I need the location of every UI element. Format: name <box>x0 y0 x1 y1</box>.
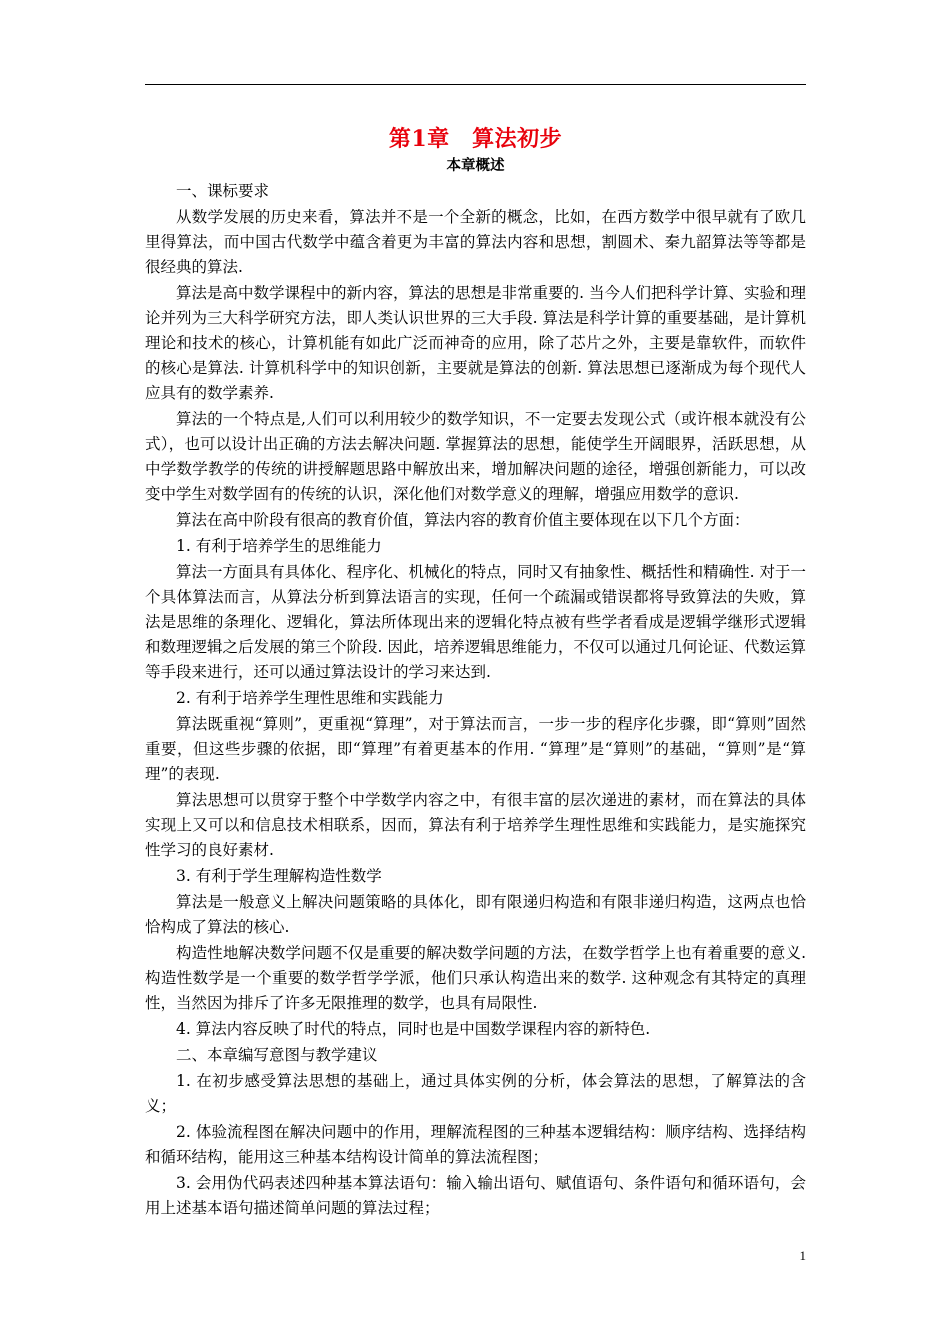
numbered-heading: 2. 有利于培养学生理性思维和实践能力 <box>176 689 444 707</box>
paragraph: 算法在高中阶段有很高的教育价值，算法内容的教育价值主要体现在以下几个方面： <box>176 511 750 529</box>
heading-design-intent: 二、本章编写意图与教学建议 <box>176 1046 378 1064</box>
paragraph: 算法思想可以贯穿于整个中学数学内容之中，有很丰富的层次递进的素材，而在算法的具体实现上又可以和信息技术相联系，因而，算法有利于培养学生理性思维和实践能力，是实施探究性学习的良好素材. <box>145 791 806 859</box>
list-item: 2. 体验流程图在解决问题中的作用，理解流程图的三种基本逻辑结构：顺序结构、选择结构和循环结构，能用这三种基本结构设计简单的算法流程图； <box>145 1123 806 1166</box>
heading-curriculum-requirements: 一、课标要求 <box>176 182 270 200</box>
header-rule <box>145 84 806 85</box>
list-item: 3. 会用伪代码表述四种基本算法语句：输入输出语句、赋值语句、条件语句和循环语句，会用上述基本语句描述简单问题的算法过程； <box>145 1174 806 1217</box>
numbered-heading: 1. 有利于培养学生的思维能力 <box>176 537 382 555</box>
paragraph: 算法一方面具有具体化、程序化、机械化的特点，同时又有抽象性、概括性和精确性. 对于一个具体算法而言，从算法分析到算法语言的实现，任何一个疏漏或错误都将导致算法的失败，算法是思维的条理化、逻辑化，算法所体现出来的逻辑化特点被有些学者看成是逻辑学继形式逻辑和数理逻辑之后发展的第三个阶段. 因此，培养逻辑思维能力，不仅可以通过几何论证、代数运算等手段来进行，还可以通过算法设计的学习来达到. <box>145 563 806 681</box>
paragraph: 从数学发展的历史来看，算法并不是一个全新的概念，比如，在西方数学中很早就有了欧几里得算法，而中国古代数学中蕴含着更为丰富的算法内容和思想，割圆术、秦九韶算法等等都是很经典的算法. <box>145 208 806 276</box>
chapter-title: 第1章 算法初步 <box>388 126 563 152</box>
document-body <box>145 122 806 1222</box>
paragraph: 算法是一般意义上解决问题策略的具体化，即有限递归构造和有限非递归构造，这两点也恰恰构成了算法的核心. <box>145 893 806 936</box>
paragraph: 算法是高中数学课程中的新内容，算法的思想是非常重要的. 当今人们把科学计算、实验和理论并列为三大科学研究方法，即人类认识世界的三大手段. 算法是科学计算的重要基础，是计算机理论和技术的核心，计算机能有如此广泛而神奇的应用，除了芯片之外，主要是靠软件，而软件的核心是算法. 计算机科学中的知识创新，主要就是算法的创新. 算法思想已逐渐成为每个现代人应具有的数学素养. <box>145 284 806 402</box>
list-item: 1. 在初步感受算法思想的基础上，通过具体实例的分析，体会算法的思想，了解算法的含义； <box>145 1072 806 1115</box>
paragraph: 算法的一个特点是,人们可以利用较少的数学知识，不一定要去发现公式（或许根本就没有公式），也可以设计出正确的方法去解决问题. 掌握算法的思想，能使学生开阔眼界，活跃思想，从中学数学教学的传统的讲授解题思路中解放出来，增加解决问题的途径，增强创新能力，可以改变中学生对数学固有的传统的认识，深化他们对数学意义的理解，增强应用数学的意识. <box>145 410 806 503</box>
numbered-heading: 4. 算法内容反映了时代的特点，同时也是中国数学课程内容的新特色. <box>176 1020 651 1038</box>
page-number: 1 <box>799 1248 806 1263</box>
paragraph: 算法既重视“算则”，更重视“算理”，对于算法而言，一步一步的程序化步骤，即“算则”固然重要，但这些步骤的依据，即“算理”有着更基本的作用. “算理”是“算则”的基础，“算则”是“算理”的表现. <box>145 715 806 783</box>
section-title: 本章概述 <box>446 157 505 174</box>
paragraph: 构造性地解决数学问题不仅是重要的解决数学问题的方法，在数学哲学上也有着重要的意义. 构造性数学是一个重要的数学哲学学派，他们只承认构造出来的数学. 这种观念有其特定的真理性，当然因为排斥了许多无限推理的数学，也具有局限性. <box>145 944 806 1012</box>
numbered-heading: 3. 有利于学生理解构造性数学 <box>176 867 382 885</box>
